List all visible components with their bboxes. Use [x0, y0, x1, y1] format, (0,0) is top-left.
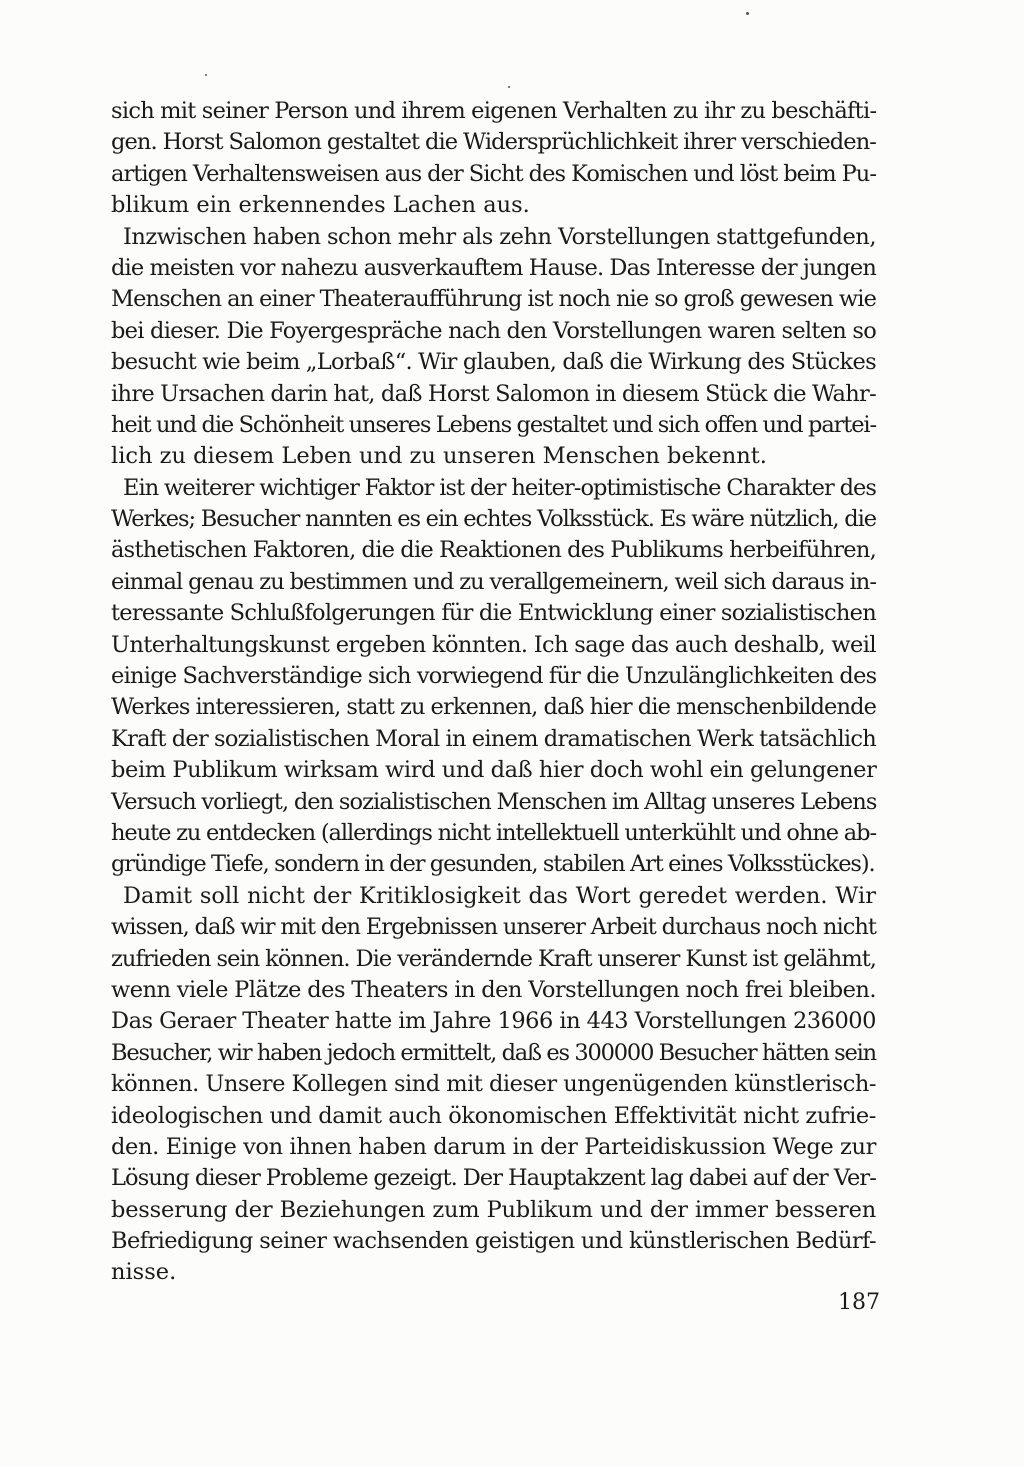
text-line: einige Sachverständige sich vorwiegend für die Unzulänglichkeiten des — [111, 663, 877, 690]
text-line: blikum ein erkennendes Lachen aus. — [111, 192, 530, 219]
text-line: Unterhaltungskunst ergeben könnten. Ich sage das auch deshalb, weil — [111, 631, 876, 658]
text-line: Das Geraer Theater hatte im Jahre 1966 in 443 Vorstellungen 236000 — [111, 1008, 876, 1035]
text-line: sich mit seiner Person und ihrem eigenen Verhalten zu ihr zu beschäfti- — [111, 98, 877, 124]
text-line: besucht wie beim „Lorbaß“. Wir glauben, daß die Wirkung des Stückes — [111, 349, 876, 376]
text-line: Menschen an einer Theateraufführung ist noch nie so groß gewesen wie — [111, 286, 876, 313]
text-line: gen. Horst Salomon gestaltet die Widersprüchlichkeit ihrer verschieden- — [111, 129, 876, 156]
paper-speck — [746, 12, 749, 15]
text-line: Werkes interessieren, statt zu erkennen, daß hier die menschenbildende — [111, 694, 876, 721]
text-line: Besucher, wir haben jedoch ermittelt, daß es 300000 Besucher hätten sein — [111, 1039, 876, 1066]
text-line: Kraft der sozialistischen Moral in einem dramatischen Werk tatsächlich — [111, 725, 876, 752]
text-line: besserung der Beziehungen zum Publikum und der immer besseren — [111, 1196, 876, 1223]
text-line: teressante Schlußfolgerungen für die Entwicklung einer sozialistischen — [111, 600, 876, 627]
text-line: bei dieser. Die Foyergespräche nach den Vorstellungen waren selten so — [111, 317, 876, 344]
text-line: gründige Tiefe, sondern in der gesunden, stabilen Art eines Volksstückes). — [111, 851, 875, 878]
text-line: nisse. — [111, 1259, 177, 1286]
text-line: Ein weiterer wichtiger Faktor ist der heiter-optimistische Charakter des — [123, 474, 876, 501]
text-line: Werkes; Besucher nannten es ein echtes Volksstück. Es wäre nützlich, die — [111, 506, 876, 533]
page-number: 187 — [838, 1290, 880, 1315]
text-line: Inzwischen haben schon mehr als zehn Vorstellungen stattgefunden, — [123, 223, 876, 250]
text-line: wissen, daß wir mit den Ergebnissen unserer Arbeit durchaus noch nicht — [111, 914, 876, 941]
text-line: heit und die Schönheit unseres Lebens gestaltet und sich offen und partei- — [111, 411, 876, 438]
text-line: ästhetischen Faktoren, die die Reaktionen des Publikums herbeiführen, — [111, 537, 876, 564]
body-text — [111, 96, 876, 1289]
paper-speck — [508, 86, 510, 88]
paper-speck — [205, 74, 207, 76]
text-line: einmal genau zu bestimmen und zu verallgemeinern, weil sich daraus in- — [111, 568, 876, 595]
text-line: artigen Verhaltensweisen aus der Sicht des Komischen und löst beim Pu- — [111, 160, 876, 187]
text-line: ihre Ursachen darin hat, daß Horst Salomon in diesem Stück die Wahr- — [111, 380, 876, 407]
text-line: wenn viele Plätze des Theaters in den Vorstellungen noch frei bleiben. — [111, 976, 876, 1003]
text-line: Versuch vorliegt, den sozialistischen Menschen im Alltag unseres Lebens — [111, 788, 877, 815]
text-line: die meisten vor nahezu ausverkauftem Hause. Das Interesse der jungen — [111, 254, 876, 281]
text-line: lich zu diesem Leben und zu unseren Menschen bekennt. — [111, 443, 767, 470]
text-line: Lösung dieser Probleme gezeigt. Der Hauptakzent lag dabei auf der Ver- — [111, 1165, 876, 1192]
text-line: können. Unsere Kollegen sind mit dieser ungenügenden künstlerisch- — [111, 1071, 876, 1098]
text-line: zufrieden sein können. Die verändernde Kraft unserer Kunst ist gelähmt, — [111, 945, 876, 972]
text-line: ideologischen und damit auch ökonomischen Effektivität nicht zufrie- — [111, 1102, 876, 1129]
text-line: Befriedigung seiner wachsenden geistigen und künstlerischen Bedürf- — [111, 1228, 876, 1255]
text-line: den. Einige von ihnen haben darum in der Parteidiskussion Wege zur — [111, 1133, 876, 1160]
text-line: Damit soll nicht der Kritiklosigkeit das Wort geredet werden. Wir — [123, 882, 876, 909]
text-line: beim Publikum wirksam wird und daß hier doch wohl ein gelungener — [111, 757, 877, 784]
text-line: heute zu entdecken (allerdings nicht intellektuell unterkühlt und ohne ab- — [111, 819, 876, 846]
